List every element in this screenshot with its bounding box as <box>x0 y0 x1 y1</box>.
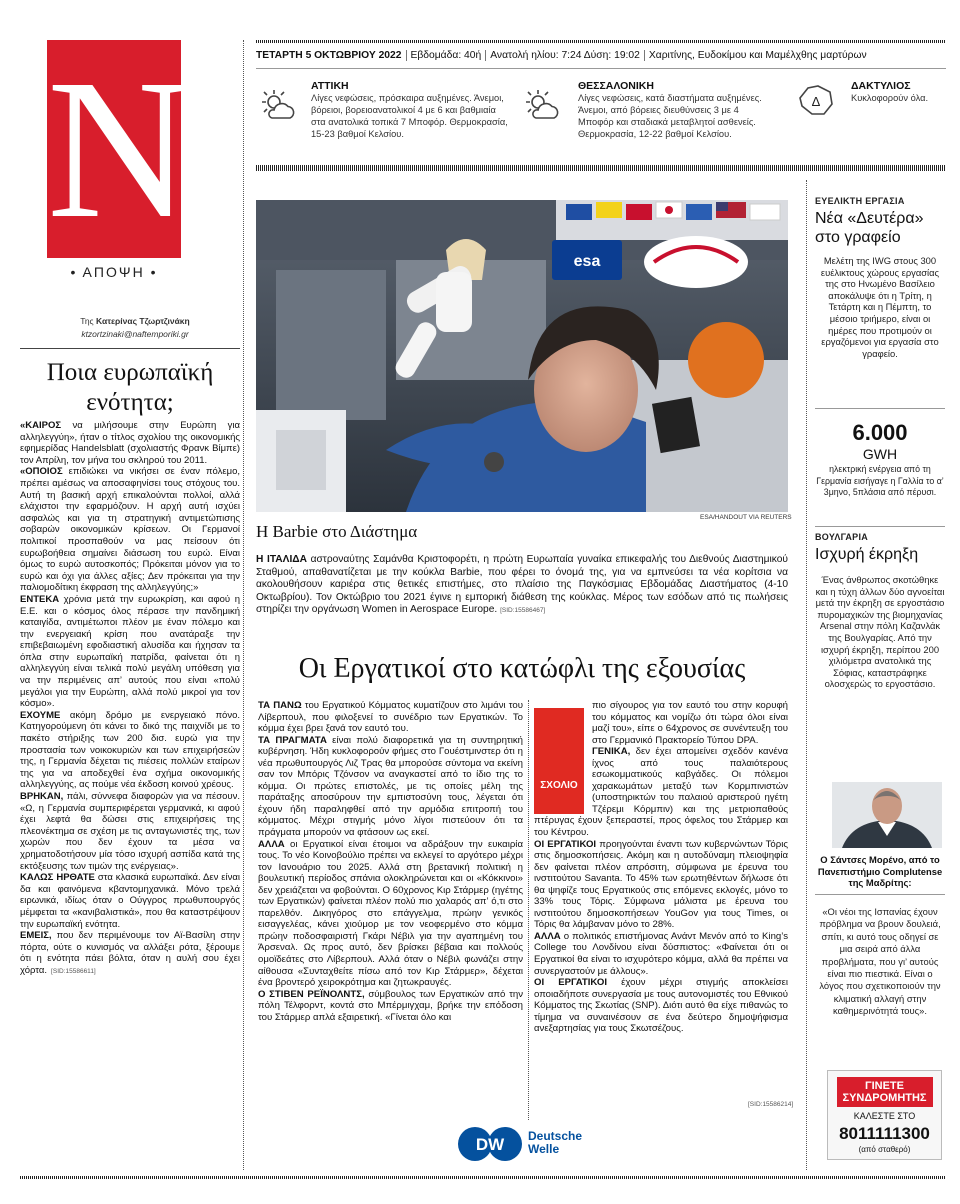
dw-mark-icon <box>458 1124 524 1164</box>
paragraph-text: ακόμη δρόμο με ενεργειακό πόνο. Κατηγορούμενη ότι κάνει το δικό της παιχνίδι με το πακέτο στήριξης των 200 δισ. ευρώ για την προστασία των νοικοκυριών και των επιχειρήσεών της, η Γερμανία δέχεται τις πιέσεις πολλών εταίρων της για να αποδεχθεί ένα σχήμα οικονομικής αλληλεγγύης, ας πούμε νέα έκδοση κοινού χρέους. <box>20 709 240 791</box>
name-day: Χαριτίνης, Ευδοκίμου και Μαμέλχθης μαρτύρων <box>644 50 871 61</box>
caption-lead: Η ΙΤΑΛΙΔΑ <box>256 554 307 565</box>
commentary-badge <box>534 708 584 814</box>
paragraph-lead: ΤΑ ΠΡΑΓΜΑΤΑ <box>258 734 327 746</box>
paragraph <box>20 594 240 710</box>
sid-tag: [SID:15586611] <box>51 967 96 975</box>
paragraph-lead: ΕΜΕΙΣ, <box>20 930 52 942</box>
article-column-1 <box>258 700 523 1023</box>
sun-times: Ανατολή ηλίου: 7:24 Δύση: 19:02 <box>485 50 644 61</box>
dateline <box>256 50 946 63</box>
paragraph-lead: «ΟΠΟΙΟΣ <box>20 466 63 478</box>
opinion-headline: Ποια ευρωπαϊκή ενότητα; <box>46 359 214 416</box>
news-photo[interactable] <box>256 200 788 512</box>
logo-letter: N <box>47 39 192 260</box>
paragraph-text: ο πολιτικός επιστήμονας Ανάντ Μενόν από το King’s College του Λονδίνου είναι δύσπιστος: «Φαίνεται ότι οι Εργατικοί θα είναι το ισχυρότερο κόμμα, αλλά θα πρέπει να συνεργαστούν με άλλους». <box>534 930 788 977</box>
paragraph-text: πάλι, σύννεφα διαφορών για να πέσουν. «Ω, η Γερμανία συμπεριφέρεται γερμανικά, κι αφού έχει λεφτά θα δώσει στις επιχειρήσεις της πλεονέκτημα σε σχέση με τις ανταγωνιστές της, των χωρών που δεν έχουν τα μέσα να χρηματοδοτήσουν μία τόσο ισχυρή ασπίδα κατά της εκτόξευσης των τιμών της ενέργειας». <box>20 791 240 872</box>
sidebar-kicker: ΕΥΕΛΙΚΤΗ ΕΡΓΑΣΙΑ <box>815 196 905 206</box>
subscribe-box[interactable] <box>827 1070 942 1160</box>
caption-body <box>256 554 788 618</box>
top-rule <box>256 40 946 43</box>
photo-credit: ESA/HANDOUT VIA REUTERS <box>700 514 792 521</box>
divider <box>815 894 945 895</box>
paragraph <box>20 872 240 930</box>
weather-thessaloniki <box>578 80 776 140</box>
dw-name-2: Welle <box>528 1142 560 1156</box>
paragraph-lead: ΕΝΤΕΚΑ <box>20 593 60 605</box>
weather-attica <box>311 80 511 140</box>
newspaper-logo <box>47 39 192 260</box>
divider <box>256 68 946 69</box>
paragraph-lead: ΑΛΛΑ <box>258 838 285 850</box>
paragraph-text: σύμβουλος των Εργατικών από την πόλη Τέλφορντ, κοντά στο Μπέρμιγχαμ, βρήκε την επόδοση του Στάρμερ απλά εξαιρετική. «Γίνεται όλο και <box>258 988 524 1023</box>
paragraph <box>20 420 240 466</box>
sidebar-item-2 <box>815 532 945 690</box>
opinion-body <box>20 420 240 978</box>
paragraph-text: στα κλασικά ευρωπαϊκά. Δεν είναι δα και φαινόμενα κβαντομηχανικά. Μόνο τρελά ειρωνικά, ιδίως όταν ο Ούγγρος πρωθυπουργός μέμφεται τα «κανιβαλιστικά», που θα καταστρέψουν την ευρωπαϊκή ενότητα. <box>20 872 241 930</box>
paragraph-text: είναι πολύ διαφορετικά για τη συντηρητική κυβέρνηση. Ήδη κυκλοφορούν φήμες στο Γουέστμινστερ ότι η νέα πρωθυπουργός Λιζ Τρας θα μπορούσε σύντομα να εκείνη σαν τον Μπόρις Τζόνσον να αναγκαστεί από το ίδιο της το κόμμα. Οι πρώτες επιστολές, με τις οποίες μέλη της παράταξης αποσύρουν την εμπιστοσύνη τους, λέγεται ότι έχουν ήδη παραληφθεί από την αρμόδια επιτροπή του κόμματος. Μέχρι στιγμής μόνο λίγοι πιστεύουν ότι τα πράγματα μπορούν να φτάσουν ως εκεί. <box>258 734 523 839</box>
subscribe-call: ΚΑΛΕΣΤΕ ΣΤΟ <box>853 1111 916 1121</box>
paragraph-text: χρόνια μετά την ευρωκρίση, και αφού η Ε.Ε. και ο κόσμος όλος πέρασε την πανδημική καταιγίδα, αντιμέτωπoι πλέον με έναν πόλεμο και την ενεργειακή κρίση που ανατάραξε την επιβεβαιωμένη εφοδιαστική αλυσίδα και ήχησαν τα όπλα στην ευρωπαϊκή πατρίδα, φαίνεται ότι η αλληλεγγύη είναι τελικά πολύ μεγάλη υπόθεση για να την περιμένεις απ’ αυτούς που είναι «πολύ μεγάλοι για την Ευρώπη, αλλά πολύ μικροί για τον κόσμο». <box>20 593 240 710</box>
paragraph-text: επιδιώκει να νικήσει σε έναν πόλεμο, πρέπει αμέσως να αποσαφηνίσει τους στόχους του. Αυτή τη βασική αρχή επικαλούνται πολλοί, αλλά ελάχιστοι την εφαρμόζουν. Η αρχή αυτή ισχύει ασφαλώς και για τη στρατηγική αντιμετώπισης σοβαρών οικονομικών κρίσεων. Οι Γερμανοί πολιτικοί προσπαθούν να μας πείσουν ότι ευρωβοήθεια σημαίνει διάσωση του ευρώ. Είναι όμως το ευρώ αυτοσκοπός; Πρόκειται μόνον για το ευρώ και όχι για άλλες αξίες; Δεν πρόκειται για την παλιομοδίτικη έκφραση της αλληλεγγύης;» <box>20 466 240 594</box>
subscribe-phone[interactable]: 8011111300 <box>839 1123 930 1143</box>
subscribe-line-2: ΣΥΝΔΡΟΜΗΤΗΣ <box>842 1092 927 1104</box>
space-station-illustration <box>256 200 788 512</box>
paragraph-text: προηγούνται έναντι των κυβερνώντων Τόρις στις δημοσκοπήσεις. Ακόμη και η αυτοδύναμη πλειοψηφία δεν φαίνεται πλέον απρόσιτη, σύμφωνα με έρευνα του ινστιτούτου Savanta. Το 45% των ερωτηθέντων δήλωσε ότι θα ψηφίζε τους Εργατικούς στις επόμενες εκλογές, μόνο το 33% τους Τόρις. Σύμφωνα μάλιστα με έρευνα του ινστιτούτου δημοσκοπήσεων YouGov για τους Times, οι Τόρις θα λάμβαναν μόνο το 28%. <box>534 838 788 931</box>
paragraph-text: να μιλήσουμε στην Ευρώπη για αλληλεγγύη», ήταν ο τίτλος σχολίου της οικονομικής εφημερίδας Handelsblatt (σχολιαστής Φρανκ Βίμπε) τον Απρίλη, τον μήνα του σκληρού του 2011. <box>20 420 240 466</box>
paragraph-text: οι Εργατικοί είναι έτοιμοι να αδράξουν την ευκαιρία τους. Το νέο Κοινοβούλιο πρέπει να εκλεγεί το αργότερο μέχρι τον Ιανουάριο του 2025. Αλλά στη βρετανική πολιτική η βουλευτική περίοδος σπάνια ολοκληρώνεται και οι «Κόκκινοι» δεν χρειάζεται να φοβούνται. Ο 60χρονος Κιρ Στάρμερ (ηγέτης των Εργατικών) φαίνεται πλέον πολύ πιο χαλαρός απ’ ό,τι στο παρελθόν. Δικηγόρος στο επάγγελμα, πρώην γενικός εισαγγελέας, κάνει χιούμορ με τον νεοφερμένο στο κόμμα πρώην ποδοσφαιριστή Γκάρι Νέβιλ για την αγαπημένη του Άρσεναλ. Ως προς αυτό, δεν βρίσκει βέβαια και πολλούς ομοϊδεάτες στο Λίβερπουλ. Αλλά όταν ο Νέβιλ φωνάζει στην αίθουσα «Συνταχθείτε πίσω από τον Κιρ Στάρμερ», δέχεται ένα βροντερό χειροκρότημα και ζητωκραυγές. <box>258 838 523 989</box>
sid-tag: [SID:15586467] <box>500 607 546 615</box>
sidebar-title: Νέα «Δευτέρα» στο γραφείο <box>815 209 924 246</box>
paragraph-text: έχουν μέχρι στιγμής αποκλείσει οποιαδήποτε συνεργασία με τους αυτονομιστές του Εθνικού Κόμματος της Σκωτίας (SNP). Διότι αυτό θα είχε πιθανώς το τίμημα να συναινέσουν σε ένα δεύτερο δημοψήφισμα ανεξαρτησίας για τους Σκωτσέζους. <box>534 977 788 1035</box>
column-divider <box>243 40 244 1170</box>
divider <box>815 526 945 527</box>
caption-title: Η Barbie στο Διάστημα <box>256 522 418 541</box>
dw-name-1: Deutsche <box>528 1129 583 1143</box>
sidebar-title: Ισχυρή έκρηξη <box>815 545 919 563</box>
divider <box>815 408 945 409</box>
delta-map-icon <box>796 80 836 120</box>
author-email[interactable]: ktzortzinaki@naftemporiki.gr <box>81 329 189 340</box>
orange-ball <box>688 322 764 398</box>
weather-region: ΑΤΤΙΚΗ <box>311 80 349 92</box>
weather-text: Κυκλοφορούν όλα. <box>851 93 929 103</box>
bottom-rule <box>20 1176 946 1179</box>
paragraph-lead: ΑΛΛΑ <box>534 930 561 942</box>
paragraph-lead: ΓΕΝΙΚΑ, <box>592 746 631 758</box>
paragraph-lead: ΕΧΟΥΜΕ <box>20 709 61 721</box>
sidebar-text: Μελέτη της IWG στους 300 ευέλικτους χώρους εργασίας της στο Ηνωμένο Βασίλειο αποκάλυψε ότι η Τρίτη, η Τετάρτη και η Πέμπτη, το μέσοιο τριήμερο, είναι οι ημέρες που προτιμούν οι εργαζόμενοι για εργασία στο γραφείο. <box>820 254 940 359</box>
paragraph-text: που δεν περιμένουμε τον Αϊ-Βασίλη στην πόρτα, ούτε ο κυνισμός να αλλάξει ρότα, ξέρουμε ότι η ενότητα πάει βόλτα, όταν η αυλή σου έχει χόρτα. <box>20 930 240 976</box>
paragraph-lead: ΒΡΗΚΑΝ, <box>20 791 64 802</box>
sun-cloud-icon <box>258 86 298 126</box>
subscribe-banner[interactable] <box>837 1077 933 1107</box>
date-text: ΤΕΤΑΡΤΗ 5 ΟΚΤΩΒΡΙΟΥ 2022 <box>256 50 402 61</box>
mission-patch <box>644 236 748 288</box>
esa-label: esa <box>573 253 601 270</box>
paragraph-lead: ΟΙ ΕΡΓΑΤΙΚΟΙ <box>534 977 607 989</box>
paragraph-lead: ΤΑ ΠΑΝΩ <box>258 700 302 711</box>
divider <box>20 348 240 349</box>
author-name: Κατερίνας Τζωρτζινάκη <box>96 316 190 326</box>
paragraph-text: πιο σίγουρος για τον εαυτό του στην κορυφή του κόμματος και νομίζω ότι τώρα όλοι είναι μαζί του», είπε ο 64χρονος σε συνέντευξη του στο Γερμανικό Πρακτορείο Τύπου DPA. <box>592 700 788 746</box>
author-byline <box>40 316 230 340</box>
paragraph-lead: «ΚΑΙΡΟΣ <box>20 420 62 431</box>
paragraph <box>258 839 523 989</box>
paragraph <box>20 791 240 872</box>
paragraph <box>20 466 240 594</box>
author-prefix: Της <box>80 316 94 326</box>
sidebar-text: Ένας άνθρωπος σκοτώθηκε και η τύχη άλλων δύο αγνοείται μετά την έκρηξη σε εργοστάσιο πυρομαχικών της βιομηχανίας Arsenal στην πόλη Καζανλάκ της Βουλγαρίας. Από την ισχυρή έκρηξη, περίπου 200 χιλιόμετρα ανατολικά της Σόφιας, καταστράφηκε ολοσχερώς το εργοστάσιο. <box>815 573 945 690</box>
paragraph <box>20 930 240 977</box>
paragraph-lead: ΚΑΛΩΣ ΗΡΘΑΤΕ <box>20 872 95 884</box>
big-number-unit: GWH <box>862 446 898 462</box>
section-label: • ΑΠΟΨΗ • <box>70 264 158 280</box>
weather-region: ΔΑΚΤΥΛΙΟΣ <box>851 80 911 92</box>
weather-text: Λίγες νεφώσεις, πρόσκαιρα αυξημένες. Άνεμοι, βόρειοι, βορειοανατολικοί 4 με 6 και βαθμιαία στα ανατολικά τοπικά 7 Μποφόρ. Θερμοκρασία, 15-23 βαθμοί Κελσίου. <box>311 93 508 139</box>
dw-logo <box>458 1124 608 1164</box>
quote-text: «Οι νέοι της Ισπανίας έχουν πρόβλημα να βρουν δουλειά, σπίτι, κι αυτό τους οδηγεί σε μια σειρά από άλλα προβλήματα, που γι’ αυτούς είναι πιο πιεστικά. Είναι ο λόγος που σχετικοποιούν την κλιματική αλλαγή στην καθημερινότητά τους». <box>819 906 941 1017</box>
paragraph <box>534 839 788 931</box>
subscribe-note: (από σταθερό) <box>858 1144 911 1154</box>
delta-symbol: Δ <box>811 94 821 109</box>
column-divider <box>806 180 807 1170</box>
commentary-label: ΣΧΟΛΙΟ <box>540 779 578 791</box>
paragraph <box>258 700 523 735</box>
big-number-text: ηλεκτρική ενέργεια από τη Γερμανία εισήγαγε η Γαλλία το α’ 3μηνο, 5πλάσια από πέρυσι. <box>816 464 944 498</box>
weather-text: Λίγες νεφώσεις, κατά διαστήματα αυξημένες. Άνεμοι, από βόρειες διευθύνσεις 3 με 4 Μποφόρ και σταδιακά μεταβλητοί ασθενείς. Θερμοκρασία, 12-22 βαθμοί Κελσίου. <box>578 93 762 139</box>
week-text: Εβδομάδα: 40ή <box>406 50 486 61</box>
paragraph-lead: ΟΙ ΕΡΓΑΤΙΚΟΙ <box>534 838 597 850</box>
paragraph-lead: Ο ΣΤΙΒΕΝ ΡΕΪΝΟΛΝΤΣ, <box>258 988 365 1000</box>
paragraph-text: του Εργατικού Κόμματος κυματίζουν στο λιμάνι του Λίβερπουλ, που φιλοξενεί το συνέδριο των Εργατικών. Το κόμμα έχει βρει ξανά τον εαυτό του. <box>258 700 523 735</box>
sidebar-kicker: ΒΟΥΛΓΑΡΙΑ <box>815 532 869 542</box>
article-headline: Οι Εργατικοί στο κατώφλι της εξουσίας <box>298 653 746 684</box>
caption-text: αστροναύτης Σαμάνθα Κριστοφορέτι, η πρώτη Ευρωπαία γυναίκα επικεφαλής του Διεθνούς Διαστημικού Σταθμού, απαθανατίζεται με την κούκλα Barbie, που φέρει το όνομά της, για να εμπνεύσει τα νέα κορίτσια να ακολουθήσουν καριέρα στις θετικές επιστήμες, στο πλαίσιο της Παγκόσμιας Εβδομάδας Διαστήματος (4-10 Οκτωβρίου). Τον Οκτώβριο του 2021 έγινε η εμπορική διάθεση της κούκλας. Μέρος των εσόδων από τις πωλήσεις στηρίζει την οργάνωση Women in Aerospace Europe. <box>256 554 788 616</box>
dw-mark-text: DW <box>475 1135 505 1154</box>
subscribe-line-1: ΓΙΝΕΤΕ <box>864 1080 904 1092</box>
portrait-photo <box>832 782 942 848</box>
hatched-rule <box>256 165 946 171</box>
paragraph-text: δεν έχει απομείνει σχεδόν κανένα ίχνος από τους παλαιότερους εσωκομματικούς καβγάδες. Οι πόλεμοι χαρακωμάτων μεταξύ των Κορμπινιστών (υποστηρικτών του παλαιού αριστερού ηγέτη Τζέρεμι Κόρμπιν) και της μετριοπαθούς πτέρυγας έχουν ξεπεραστεί, προς όφελος του Στάρμερ και του Κέντρου. <box>534 746 788 839</box>
paragraph <box>534 977 788 1035</box>
sid-tag: [SID:15586214] <box>748 1101 794 1108</box>
weather-ring <box>851 80 946 104</box>
quote-author: Ο Σάντσες Μορένο, από το Πανεπιστήμιο Complutense της Μαδρίτης: <box>817 854 943 889</box>
paragraph <box>20 710 240 791</box>
person-icon <box>832 782 942 848</box>
big-number: 6.000 <box>852 420 908 445</box>
sidebar <box>815 196 945 359</box>
column-divider <box>528 700 529 1120</box>
weather-region: ΘΕΣΣΑΛΟΝΙΚΗ <box>578 80 654 92</box>
paragraph <box>258 735 523 839</box>
paragraph <box>534 931 788 977</box>
sun-cloud-icon <box>522 86 562 126</box>
paragraph <box>258 989 523 1024</box>
